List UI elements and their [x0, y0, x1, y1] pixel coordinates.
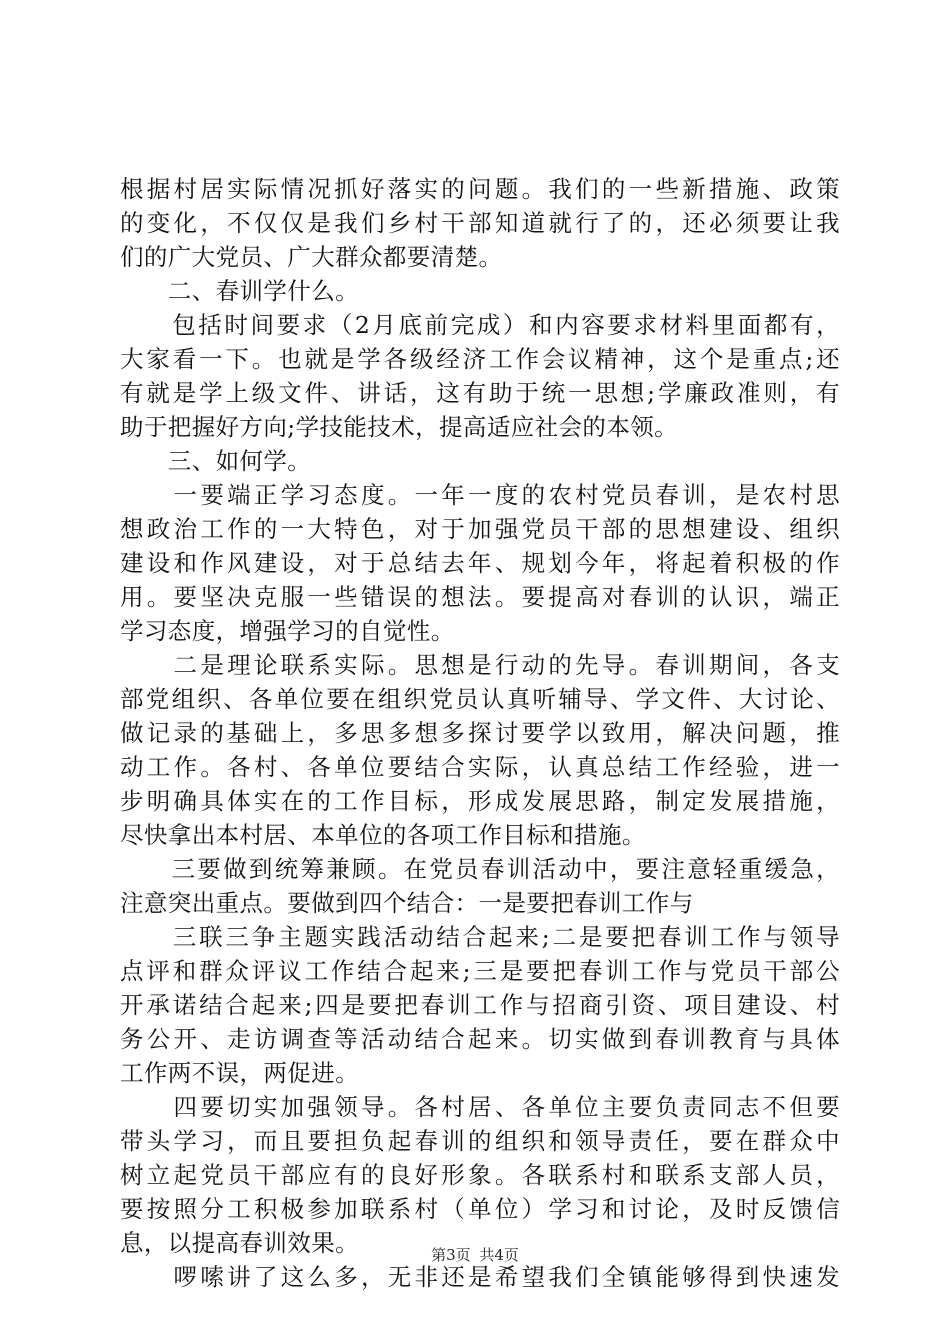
page-total: 共4页: [479, 1246, 519, 1264]
text-line: 学习态度，增强学习的自觉性。: [120, 617, 455, 645]
text-line: 的变化，不仅仅是我们乡村干部知道就行了的，还必须要让我: [120, 209, 840, 237]
text-line: 动工作。各村、各单位要结合实际，认真总结工作经验，进一: [120, 753, 840, 781]
text-line: 包括时间要求（2月底前完成）和内容要求材料里面都有，: [120, 311, 840, 339]
text-line: 息，以提高春训效果。: [120, 1229, 359, 1257]
text-line: 建设和作风建设，对于总结去年、规划今年，将起着积极的作: [120, 549, 840, 577]
text-line: 二是理论联系实际。思想是行动的先导。春训期间，各支: [120, 651, 840, 679]
text-line: 啰嗦讲了这么多，无非还是希望我们全镇能够得到快速发: [120, 1263, 840, 1291]
text-line: 三、如何学。: [120, 447, 312, 475]
page-footer: [0, 1245, 950, 1265]
text-line: 做记录的基础上，多思多想多探讨要学以致用，解决问题，推: [120, 719, 840, 747]
text-line: 三要做到统筹兼顾。在党员春训活动中，要注意轻重缓急，: [120, 855, 840, 883]
text-line: 一要端正学习态度。一年一度的农村党员春训，是农村思: [120, 481, 840, 509]
text-line: 想政治工作的一大特色，对于加强党员干部的思想建设、组织: [120, 515, 840, 543]
document-body: [120, 172, 840, 1294]
text-line: 有就是学上级文件、讲话，这有助于统一思想;学廉政准则，有: [120, 379, 840, 407]
text-line: 尽快拿出本村居、本单位的各项工作目标和措施。: [120, 821, 646, 849]
text-line: 根据村居实际情况抓好落实的问题。我们的一些新措施、政策: [120, 175, 840, 203]
text-line: 带头学习，而且要担负起春训的组织和领导责任，要在群众中: [120, 1127, 840, 1155]
text-line: 步明确具体实在的工作目标，形成发展思路，制定发展措施，: [120, 787, 840, 815]
text-line: 务公开、走访调查等活动结合起来。切实做到春训教育与具体: [120, 1025, 840, 1053]
text-line: 们的广大党员、广大群众都要清楚。: [120, 243, 503, 271]
text-line: 部党组织、各单位要在组织党员认真听辅导、学文件、大讨论、: [120, 685, 840, 713]
text-line: 工作两不误，两促进。: [120, 1059, 359, 1087]
text-line: 用。要坚决克服一些错误的想法。要提高对春训的认识，端正: [120, 583, 840, 611]
text-line: 大家看一下。也就是学各级经济工作会议精神，这个是重点;还: [120, 345, 840, 373]
text-line: 三联三争主题实践活动结合起来;二是要把春训工作与领导: [120, 923, 840, 951]
text-line: 开承诺结合起来;四是要把春训工作与招商引资、项目建设、村: [120, 991, 840, 1019]
text-line: 要按照分工积极参加联系村（单位）学习和讨论，及时反馈信: [120, 1195, 840, 1223]
text-line: 树立起党员干部应有的良好形象。各联系村和联系支部人员，: [120, 1161, 840, 1189]
text-line: 助于把握好方向;学技能技术，提高适应社会的本领。: [120, 413, 679, 441]
page-number: 第3页: [431, 1246, 471, 1264]
text-line: 注意突出重点。要做到四个结合：一是要把春训工作与: [120, 889, 694, 917]
text-line: 点评和群众评议工作结合起来;三是要把春训工作与党员干部公: [120, 957, 840, 985]
text-line: 四要切实加强领导。各村居、各单位主要负责同志不但要: [120, 1093, 840, 1121]
text-line: 二、春训学什么。: [120, 277, 359, 305]
